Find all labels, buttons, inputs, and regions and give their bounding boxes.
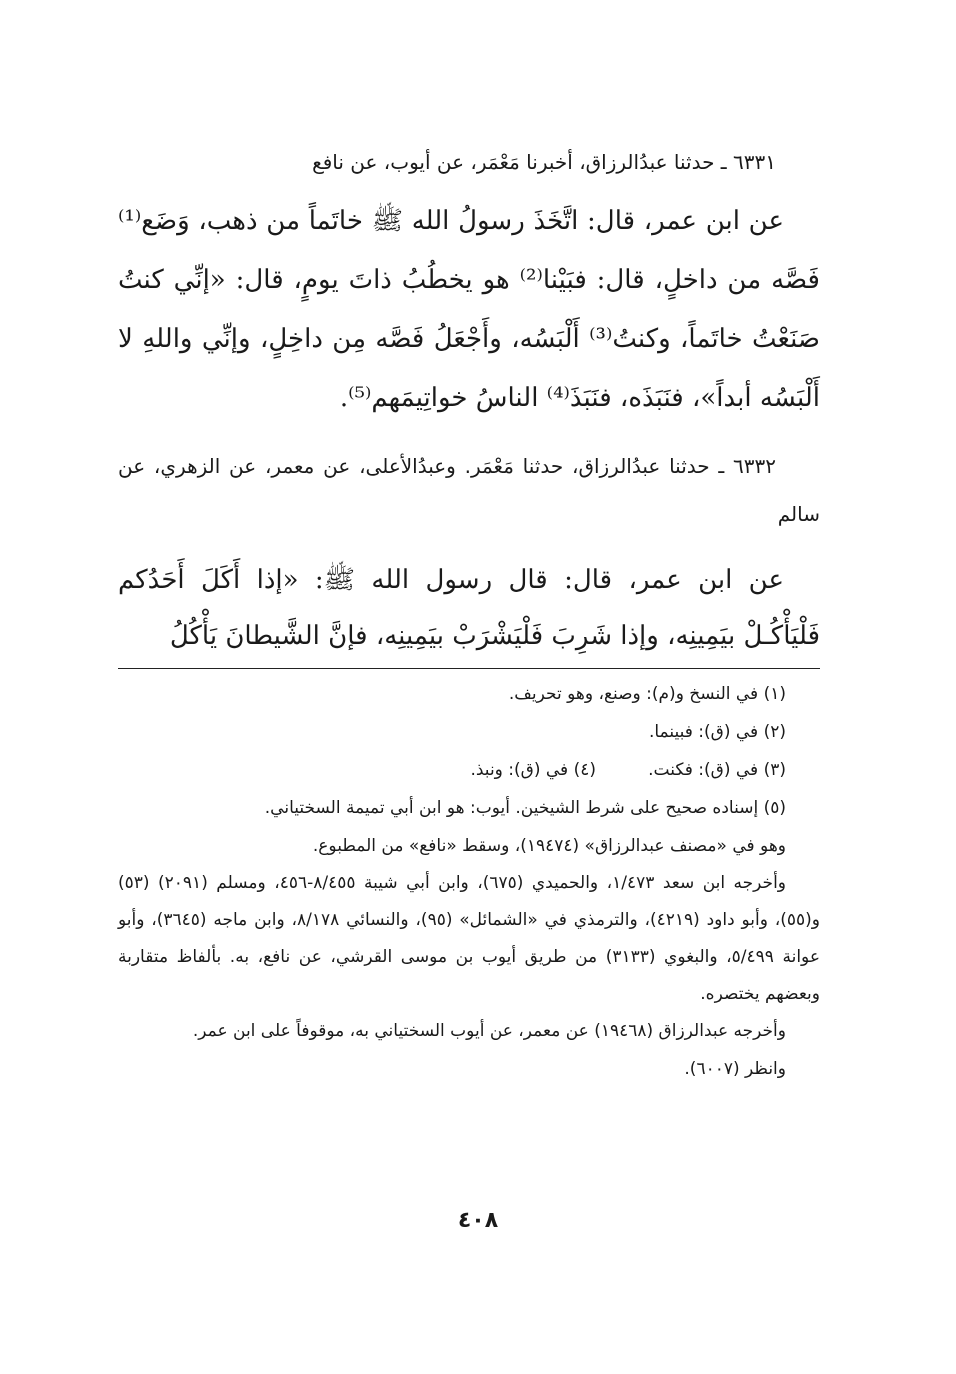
footnote-1: (١) في النسخ و(م): وصنع، وهو تحريف. [508, 684, 786, 704]
footnote-2: (٢) في (ق): فبينما. [648, 722, 786, 742]
footnotes [118, 675, 820, 1088]
hadith-6331-isnad: ٦٣٣١ ـ حدثنا عبدُالرزاق، أخبرنا مَعْمَر، عن أيوب، عن نافع [312, 150, 776, 174]
hadith-6331-matn: عن ابن عمر، قال: اتَّخَذَ رسولُ الله ﷺ خاتَماً من ذهب، وَضَع⁽¹⁾ فَصَّه من داخلٍ، قال: فبَيْنا⁽²⁾ هو يخطُبُ ذاتَ يومٍ، قال: «إنِّي كنتُ صَنَعْتُ خاتَماً، وكنتُ⁽³⁾ أَلْبَسُه، وأَجْعَلُ فَصَّه مِن داخِلٍ، وإنِّي واللهِ لا أَلْبَسُه أبداً»، فنَبَذَه، فنَبَذَ⁽⁴⁾ الناسُ خواتِيمَهم⁽⁵⁾. [118, 206, 820, 413]
footnote-3-4-row [118, 751, 820, 789]
footnote-5-line-1: (٥) إسناده صحيح على شرط الشيخين. أيوب: هو ابن أبي تميمة السختياني. [264, 798, 786, 818]
footnote-5-mawquf: وأخرجه عبدالرزاق (١٩٤٦٨) عن معمر، عن أيوب السختياني به، موقوفاً على ابن عمر. [192, 1021, 786, 1041]
footnote-divider [118, 668, 820, 669]
footnote-5-line-2: وهو في «مصنف عبدالرزاق» (١٩٤٧٤)، وسقط «نافع» من المطبوع. [312, 836, 786, 856]
page-body [118, 138, 820, 1088]
footnote-4: (٤) في (ق): ونبذ. [470, 760, 596, 780]
page-number: ٤٠٨ [457, 1208, 499, 1233]
hadith-6332-matn: عن ابن عمر، قال: قال رسول الله ﷺ: «إذا أَكَلَ أَحَدُكم فَلْيَأْكُـلْ بيَمِينِه، وإذا شَرِبَ فَلْيَشْرَبْ بيَمِينِه، فإنَّ الشَّيطانَ يَأْكُلُ [118, 565, 820, 651]
hadith-6332-isnad: ٦٣٣٢ ـ حدثنا عبدُالرزاق، حدثنا مَعْمَر. وعبدُالأعلى، عن معمر، عن الزهري، عن سالم [118, 454, 820, 526]
footnote-5-see-also: وانظر (٦٠٠٧). [684, 1059, 786, 1079]
footnote-5-takhrij: وأخرجه ابن سعد ١/٤٧٣، والحميدي (٦٧٥)، وابن أبي شيبة ٨/٤٥٥-٤٥٦، ومسلم (٢٠٩١) (٥٣) و(٥٥)، وأبو داود (٤٢١٩)، والترمذي في «الشمائل» (٩٥)، والنسائي ٨/١٧٨، وابن ماجه (٣٦٤٥)، وأبو عوانة ٥/٤٩٩، والبغوي (٣١٣٣) من طريق أيوب بن موسى القرشي، عن نافع، به. بألفاظ متقاربة وبعضهم يختصره. [118, 873, 820, 1004]
footnote-3: (٣) في (ق): فكنت. [648, 760, 786, 780]
